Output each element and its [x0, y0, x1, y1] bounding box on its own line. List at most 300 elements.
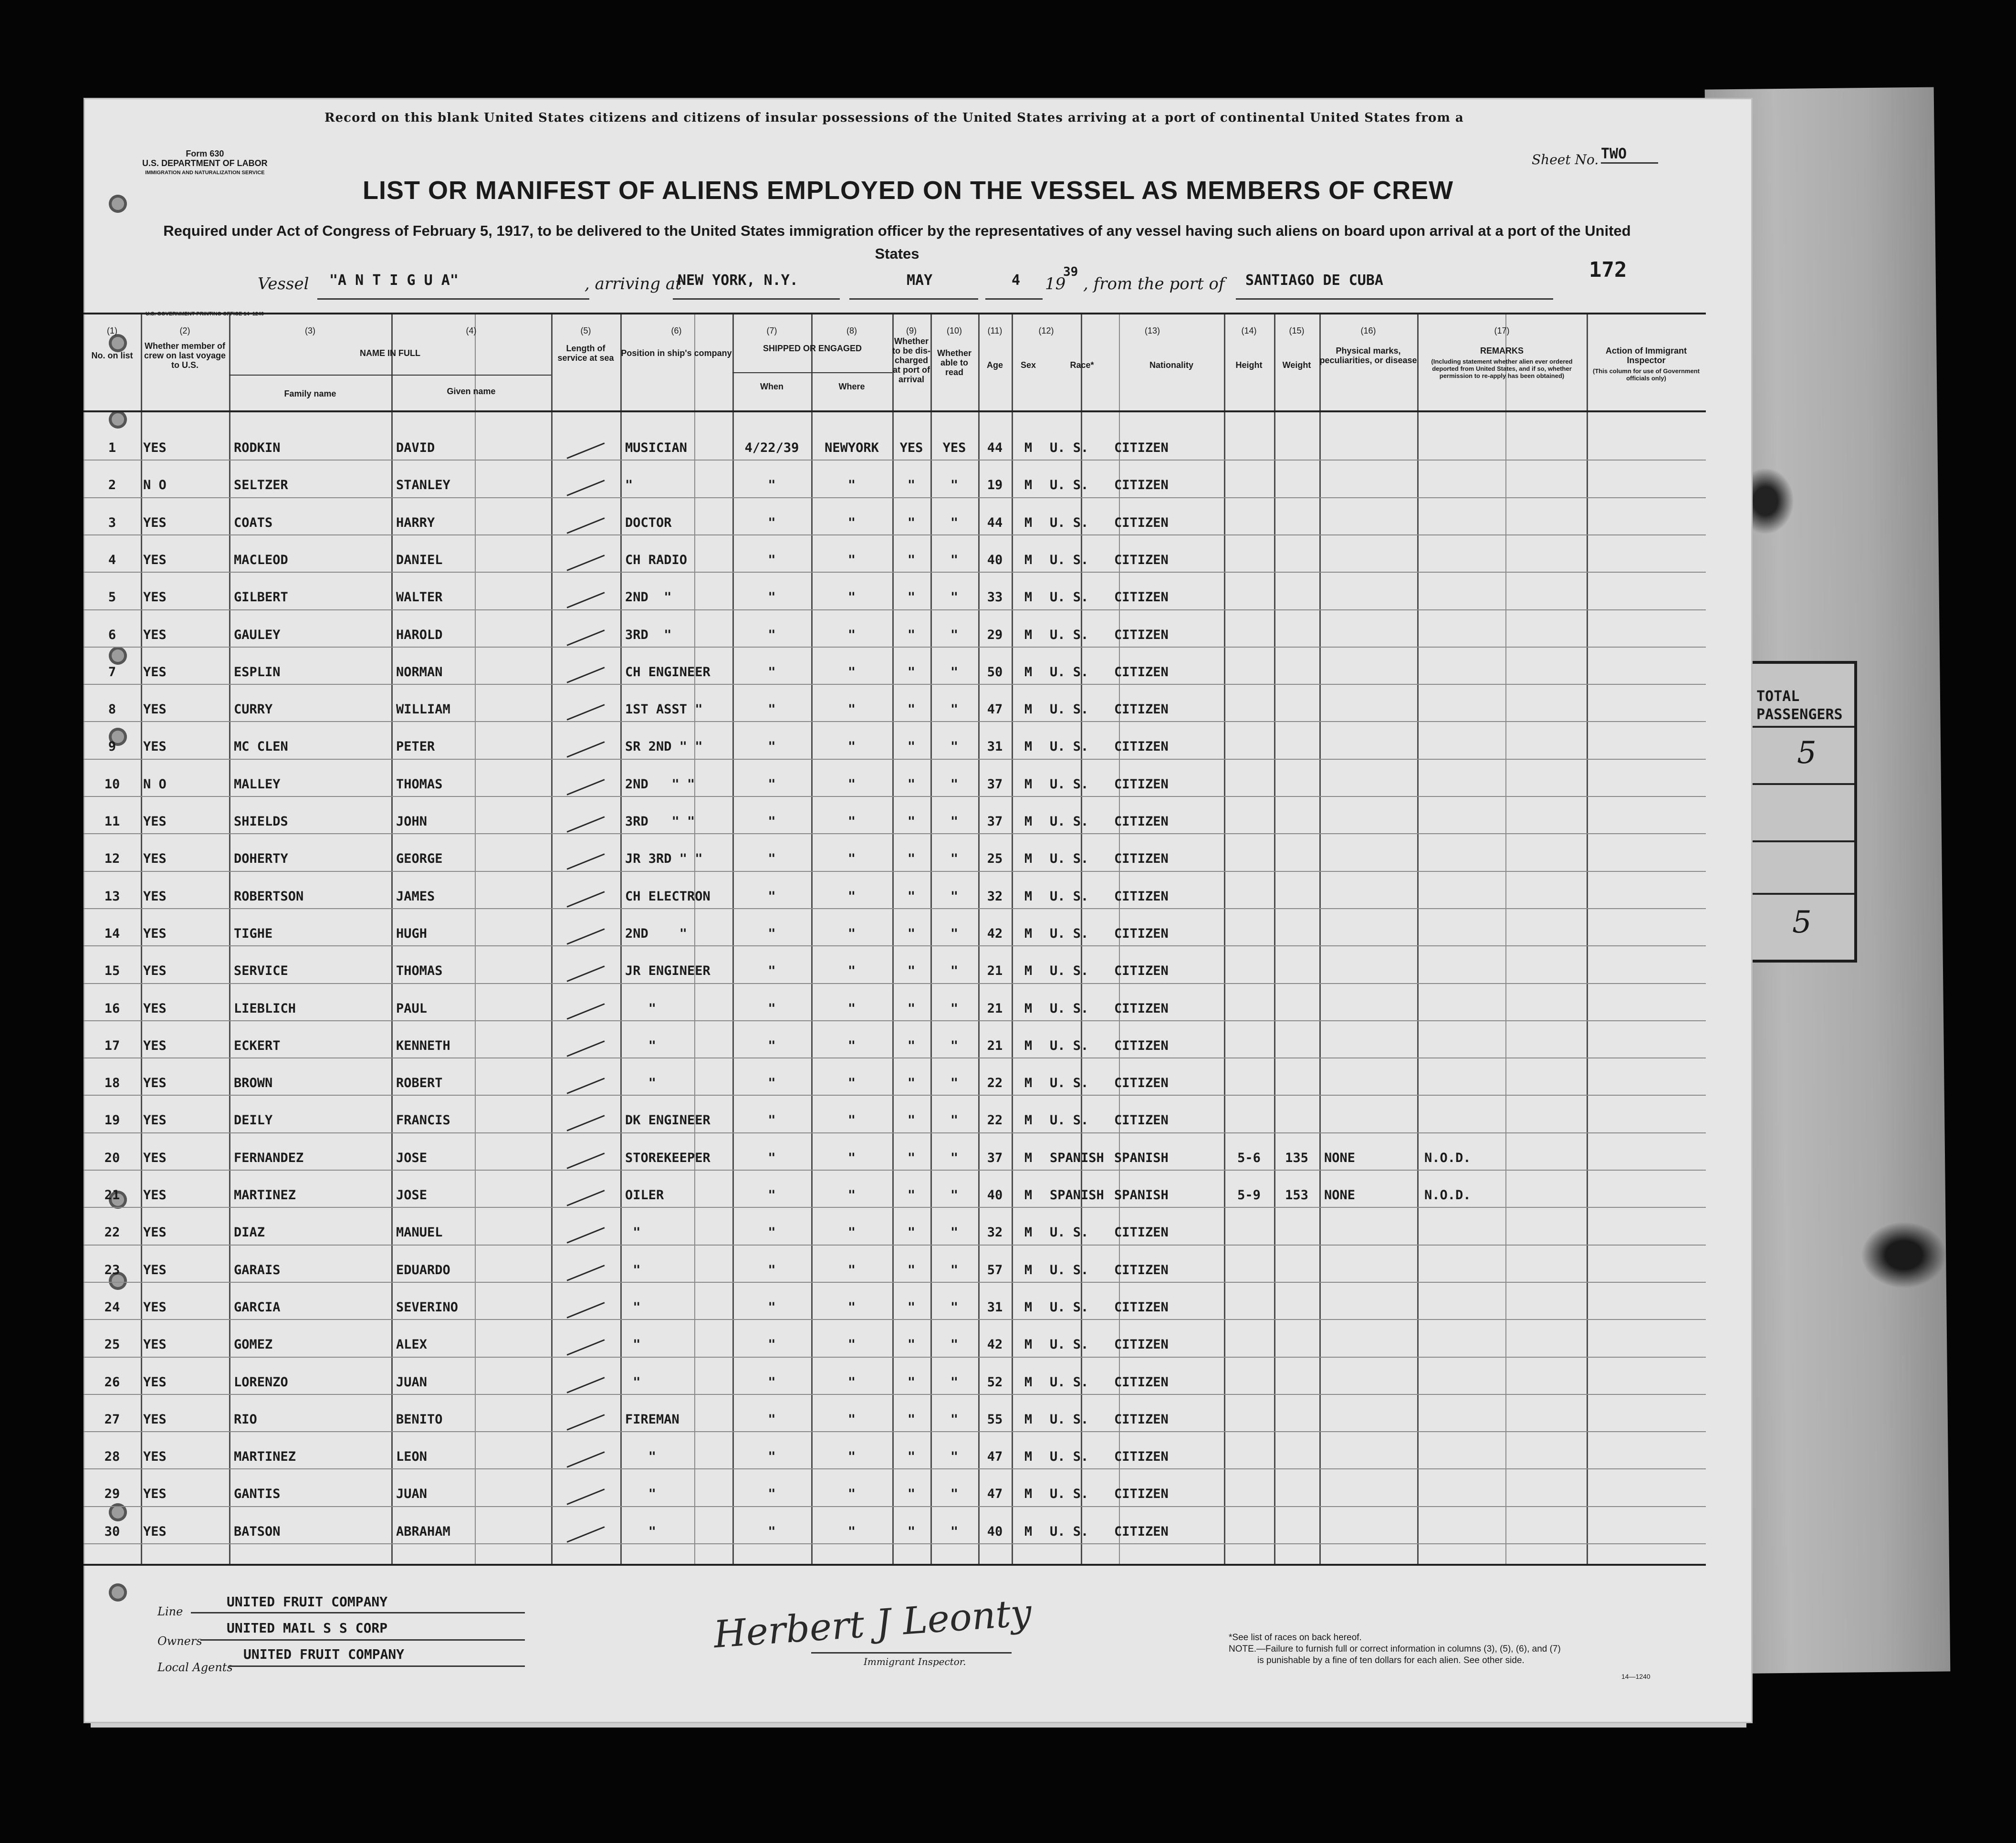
cell-given: FRANCIS [396, 1113, 450, 1128]
cell-disch: " [907, 1076, 916, 1091]
form-number: Form 630 [186, 149, 224, 158]
cell-given: WALTER [396, 590, 443, 605]
cell-position: 2ND " " [625, 776, 695, 792]
cell-position: " [625, 1038, 657, 1053]
cell-family: DIAZ [234, 1225, 265, 1240]
cell-no: 25 [104, 1337, 120, 1352]
cell-family: ROBERTSON [234, 889, 304, 904]
cell-no: 29 [104, 1487, 120, 1502]
column-header-c7: Whether to be dis-charged at port of arrival [892, 336, 930, 384]
cell-family: COATS [234, 515, 273, 530]
cell-given: WILLIAM [396, 702, 450, 717]
cell-when: " [768, 1001, 776, 1016]
cell-race: U. S. [1050, 590, 1089, 605]
cell-no: 6 [108, 627, 116, 642]
cell-read: " [950, 1262, 959, 1278]
cell-when: " [768, 552, 776, 567]
cell-age: 55 [987, 1412, 1003, 1427]
cell-prev: YES [143, 440, 167, 455]
cell-given: GEORGE [396, 851, 443, 867]
table-row [84, 655, 1706, 692]
cell-race: U. S. [1050, 776, 1089, 792]
cell-where: " [847, 627, 856, 642]
table-row [84, 954, 1706, 991]
table-row [84, 1477, 1706, 1514]
cell-prev: YES [143, 1299, 167, 1315]
cell-family: BROWN [234, 1076, 273, 1091]
cell-no: 20 [104, 1150, 120, 1165]
cell-sex: M [1024, 1374, 1033, 1390]
cell-race: U. S. [1050, 1299, 1089, 1315]
cell-where: " [847, 1412, 856, 1427]
cell-given: JOHN [396, 814, 428, 829]
cell-age: 19 [987, 478, 1003, 493]
cell-position: DOCTOR [625, 515, 672, 530]
column-header-c1: No. on list [91, 351, 133, 360]
cell-weight: 153 [1285, 1188, 1308, 1203]
inspector-label: Immigrant Inspector. [864, 1656, 966, 1667]
cell-nat: CITIZEN [1114, 1412, 1169, 1427]
cell-age: 40 [987, 1524, 1003, 1539]
column-header-c17: Action of Immigrant Inspector [1606, 346, 1687, 365]
cell-marks: NONE [1324, 1188, 1356, 1203]
table-row [84, 1215, 1706, 1253]
table-row [84, 580, 1706, 618]
cell-disch: " [907, 478, 916, 493]
cell-position: 2ND " [625, 590, 672, 605]
cell-nat: SPANISH [1114, 1188, 1169, 1203]
cell-when: " [768, 1337, 776, 1352]
cell-sex: M [1024, 1150, 1033, 1165]
cell-disch: " [907, 1524, 916, 1539]
cell-where: " [847, 889, 856, 904]
cell-prev: YES [143, 1150, 167, 1165]
cell-no: 26 [104, 1374, 120, 1390]
table-row [84, 1253, 1706, 1290]
table-row [84, 730, 1706, 767]
cell-where: " [847, 552, 856, 567]
agents-label: Local Agents [157, 1661, 233, 1674]
column-number: (9) [906, 326, 917, 335]
cell-family: MACLEOD [234, 552, 288, 567]
cell-age: 47 [987, 1449, 1003, 1465]
header-subrule [229, 375, 551, 376]
cell-given: NORMAN [396, 664, 443, 680]
cell-read: YES [942, 440, 966, 455]
table-row [84, 805, 1706, 842]
cell-when: " [768, 627, 776, 642]
cell-when: " [768, 739, 776, 754]
cell-prev: YES [143, 1038, 167, 1053]
length-of-service-mark [567, 629, 605, 646]
cell-weight: 135 [1285, 1150, 1308, 1165]
cell-family: GAULEY [234, 627, 281, 642]
cell-nat: CITIZEN [1114, 552, 1169, 567]
cell-age: 37 [987, 776, 1003, 792]
cell-family: SELTZER [234, 478, 288, 493]
cell-nat: CITIZEN [1114, 963, 1169, 979]
cell-where: " [847, 1225, 856, 1240]
table-row [84, 1403, 1706, 1440]
cell-position: " [625, 1524, 657, 1539]
length-of-service-mark [567, 1377, 605, 1393]
cell-where: " [847, 776, 856, 792]
cell-disch: " [907, 776, 916, 792]
cell-nat: CITIZEN [1114, 1487, 1169, 1502]
cell-position: DK ENGINEER [625, 1113, 710, 1128]
column-header-c15: Physical marks, peculiarities, or disease [1319, 346, 1417, 365]
cell-given: ROBERT [396, 1076, 443, 1091]
column-number: (8) [846, 326, 857, 335]
cell-no: 11 [104, 814, 120, 829]
table-row [84, 431, 1706, 468]
cell-read: " [950, 590, 959, 605]
length-of-service-mark [567, 1265, 605, 1281]
cell-position: JR 3RD " " [625, 851, 703, 867]
sheet-label: Sheet No. [1532, 152, 1599, 168]
cell-prev: YES [143, 739, 167, 754]
cell-when: " [768, 1449, 776, 1465]
cell-sex: M [1024, 1524, 1033, 1539]
cell-family: GILBERT [234, 590, 288, 605]
cell-position: JR ENGINEER [625, 963, 710, 979]
cell-race: U. S. [1050, 1001, 1089, 1016]
inspector-signature: Herbert J Leonty [712, 1591, 1033, 1657]
cell-family: MALLEY [234, 776, 281, 792]
length-of-service-mark [567, 1040, 605, 1057]
table-row [84, 1141, 1706, 1178]
column-number: (15) [1289, 326, 1305, 335]
arriving-port: NEW YORK, N.Y. [678, 272, 798, 289]
cell-race: U. S. [1050, 1374, 1089, 1390]
table-row [84, 1365, 1706, 1403]
cell-when: " [768, 926, 776, 941]
cell-read: " [950, 1038, 959, 1053]
note-races: *See list of races on back hereof. [1229, 1633, 1362, 1643]
cell-age: 37 [987, 1150, 1003, 1165]
cell-read: " [950, 1150, 959, 1165]
cell-race: U. S. [1050, 1262, 1089, 1278]
cell-race: U. S. [1050, 1337, 1089, 1352]
inspector-note: (This column for use of Government officials only) [1593, 367, 1700, 382]
column-header-c9: Age [986, 360, 1003, 370]
arriving-label: , arriving at [585, 274, 682, 293]
length-of-service-mark [567, 592, 605, 608]
length-of-service-mark [567, 853, 605, 870]
length-of-service-mark [567, 1489, 605, 1506]
cell-where: " [847, 926, 856, 941]
cell-position: MUSICIAN [625, 440, 688, 455]
length-of-service-mark [567, 1227, 605, 1244]
cell-sex: M [1024, 1001, 1033, 1016]
cell-no: 7 [108, 664, 116, 680]
cell-sex: M [1024, 814, 1033, 829]
cell-nat: CITIZEN [1114, 1225, 1169, 1240]
table-row [84, 842, 1706, 879]
cell-disch: " [907, 1487, 916, 1502]
cell-prev: YES [143, 1188, 167, 1203]
cell-nat: CITIZEN [1114, 1076, 1169, 1091]
cell-position: STOREKEEPER [625, 1150, 710, 1165]
column-number: (10) [946, 326, 962, 335]
cell-sex: M [1024, 627, 1033, 642]
cell-nat: CITIZEN [1114, 702, 1169, 717]
cell-prev: YES [143, 1449, 167, 1465]
cell-prev: YES [143, 1374, 167, 1390]
cell-where: " [847, 1449, 856, 1465]
cell-position: CH ENGINEER [625, 664, 710, 680]
cell-given: PAUL [396, 1001, 428, 1016]
cell-prev: YES [143, 1262, 167, 1278]
cell-family: LIEBLICH [234, 1001, 296, 1016]
cell-disch: " [907, 926, 916, 941]
cell-no: 19 [104, 1113, 120, 1128]
table-row [84, 692, 1706, 730]
table-row [84, 1328, 1706, 1365]
table-row [84, 468, 1706, 505]
owners-value: UNITED MAIL S S CORP [227, 1620, 388, 1636]
remarks-note: (Including statement whether alien ever ordered deported from United States, and if so, whether permission to re-apply has been obtained) [1431, 358, 1573, 379]
table-row [84, 506, 1706, 543]
table-top-rule [84, 313, 1706, 314]
cell-where: " [847, 1076, 856, 1091]
cell-disch: " [907, 963, 916, 979]
cell-read: " [950, 1299, 959, 1315]
column-number: (4) [466, 326, 477, 335]
cell-read: " [950, 702, 959, 717]
cell-read: " [950, 664, 959, 680]
cell-disch: " [907, 627, 916, 642]
cell-prev: YES [143, 1487, 167, 1502]
cell-no: 1 [108, 440, 116, 455]
from-label: , from the port of [1083, 274, 1225, 293]
cell-when: " [768, 1524, 776, 1539]
cell-sex: M [1024, 1449, 1033, 1465]
table-row [84, 1066, 1706, 1103]
column-header-c6b: Where [838, 382, 865, 391]
cell-race: U. S. [1050, 702, 1089, 717]
cell-race: U. S. [1050, 1113, 1089, 1128]
cell-position: " [625, 1299, 641, 1315]
cell-read: " [950, 963, 959, 979]
cell-sex: M [1024, 851, 1033, 867]
cell-where: " [847, 1337, 856, 1352]
cell-race: U. S. [1050, 1225, 1089, 1240]
cell-age: 31 [987, 1299, 1003, 1315]
column-header-c6a: When [760, 382, 783, 391]
cell-no: 21 [104, 1188, 120, 1203]
cell-where: " [847, 814, 856, 829]
length-of-service-mark [567, 1526, 605, 1543]
cell-read: " [950, 1076, 959, 1091]
cell-read: " [950, 926, 959, 941]
cell-sex: M [1024, 440, 1033, 455]
cell-position: 2ND " [625, 926, 688, 941]
note-fine: NOTE.—Failure to furnish full or correct information in columns (3), (5), (6), and (7) [1229, 1644, 1561, 1654]
cell-race: SPANISH [1050, 1150, 1104, 1165]
cell-race: U. S. [1050, 478, 1089, 493]
cell-remarks: N.O.D. [1424, 1150, 1471, 1165]
cell-nat: CITIZEN [1114, 739, 1169, 754]
cell-no: 10 [104, 776, 120, 792]
cell-position: 3RD " " [625, 814, 695, 829]
cell-nat: CITIZEN [1114, 440, 1169, 455]
cell-age: 21 [987, 963, 1003, 979]
cell-where: " [847, 1150, 856, 1165]
column-header-c3a: Family name [284, 389, 336, 398]
cell-no: 9 [108, 739, 116, 754]
form-code: 14—1240 [1621, 1673, 1650, 1680]
cell-race: U. S. [1050, 814, 1089, 829]
total-passengers-stamp [1742, 661, 1857, 963]
cell-position: " [625, 1337, 641, 1352]
cell-given: DANIEL [396, 552, 443, 567]
table-row [84, 1440, 1706, 1477]
cell-disch: " [907, 1449, 916, 1465]
cell-no: 8 [108, 702, 116, 717]
cell-age: 32 [987, 889, 1003, 904]
cell-race: U. S. [1050, 627, 1089, 642]
cell-sex: M [1024, 702, 1033, 717]
column-number: (16) [1360, 326, 1376, 335]
cell-race: U. S. [1050, 664, 1089, 680]
length-of-service-mark [567, 1451, 605, 1468]
record-note: Record on this blank United States citizens and citizens of insular possessions of the United States arriving at a port of continental United States from a [324, 111, 1464, 125]
cell-read: " [950, 1225, 959, 1240]
cell-age: 21 [987, 1001, 1003, 1016]
cell-given: MANUEL [396, 1225, 443, 1240]
cell-prev: YES [143, 889, 167, 904]
cell-nat: CITIZEN [1114, 664, 1169, 680]
cell-when: " [768, 702, 776, 717]
cell-family: RIO [234, 1412, 257, 1427]
cell-disch: " [907, 1001, 916, 1016]
cell-where: " [847, 739, 856, 754]
cell-age: 44 [987, 440, 1003, 455]
cell-when: " [768, 1113, 776, 1128]
cell-no: 5 [108, 590, 116, 605]
cell-disch: " [907, 1374, 916, 1390]
cell-sex: M [1024, 1038, 1033, 1053]
cell-sex: M [1024, 1076, 1033, 1091]
cell-read: " [950, 515, 959, 530]
cell-where: " [847, 1038, 856, 1053]
cell-position: OILER [625, 1188, 664, 1203]
cell-given: HAROLD [396, 627, 443, 642]
cell-sex: M [1024, 963, 1033, 979]
cell-given: JOSE [396, 1150, 428, 1165]
table-row [84, 543, 1706, 580]
cell-prev: YES [143, 1076, 167, 1091]
cell-nat: CITIZEN [1114, 1038, 1169, 1053]
cell-prev: YES [143, 664, 167, 680]
cell-given: THOMAS [396, 776, 443, 792]
cell-when: " [768, 814, 776, 829]
cell-race: U. S. [1050, 739, 1089, 754]
cell-family: SHIELDS [234, 814, 288, 829]
table-row [84, 1515, 1706, 1552]
cell-position: " [625, 1001, 657, 1016]
punch-hole [109, 195, 127, 213]
cell-where: " [847, 702, 856, 717]
cell-no: 4 [108, 552, 116, 567]
cell-where: " [847, 1262, 856, 1278]
column-number: (7) [766, 326, 777, 335]
cell-where: " [847, 515, 856, 530]
department: U.S. DEPARTMENT OF LABOR [142, 158, 268, 168]
cell-read: " [950, 1487, 959, 1502]
cell-family: BATSON [234, 1524, 281, 1539]
cell-sex: M [1024, 1262, 1033, 1278]
page-title: LIST OR MANIFEST OF ALIENS EMPLOYED ON THE VESSEL AS MEMBERS OF CREW [363, 176, 1454, 205]
cell-age: 31 [987, 739, 1003, 754]
cell-sex: M [1024, 1337, 1033, 1352]
cell-prev: YES [143, 1524, 167, 1539]
cell-family: ECKERT [234, 1038, 281, 1053]
length-of-service-mark [567, 816, 605, 833]
cell-given: JAMES [396, 889, 435, 904]
cell-nat: CITIZEN [1114, 1299, 1169, 1315]
cell-read: " [950, 552, 959, 567]
cell-disch: " [907, 851, 916, 867]
cell-prev: YES [143, 814, 167, 829]
cell-when: " [768, 515, 776, 530]
length-of-service-mark [567, 1115, 605, 1132]
cell-when: " [768, 1038, 776, 1053]
service: IMMIGRATION AND NATURALIZATION SERVICE [145, 170, 265, 176]
cell-family: GOMEZ [234, 1337, 273, 1352]
cell-read: " [950, 1337, 959, 1352]
cell-no: 18 [104, 1076, 120, 1091]
cell-prev: YES [143, 552, 167, 567]
length-of-service-mark [567, 1078, 605, 1094]
column-header-c6: SHIPPED OR ENGAGED [763, 344, 862, 353]
cell-family: SERVICE [234, 963, 288, 979]
cell-age: 47 [987, 1487, 1003, 1502]
header-rule [84, 410, 1706, 412]
stamp-value: 5 [1792, 905, 1812, 940]
cell-height: 5-9 [1237, 1188, 1261, 1203]
cell-sex: M [1024, 590, 1033, 605]
cell-age: 44 [987, 515, 1003, 530]
table-row [84, 880, 1706, 917]
cell-given: ALEX [396, 1337, 428, 1352]
table-row [84, 1178, 1706, 1215]
cell-read: " [950, 1449, 959, 1465]
cell-where: " [847, 478, 856, 493]
cell-no: 14 [104, 926, 120, 941]
cell-family: DEILY [234, 1113, 273, 1128]
cell-when: " [768, 1188, 776, 1203]
cell-position: " [625, 1076, 657, 1091]
column-header-c13: Height [1235, 360, 1263, 370]
cell-read: " [950, 1001, 959, 1016]
cell-sex: M [1024, 1299, 1033, 1315]
cell-prev: YES [143, 702, 167, 717]
cell-age: 22 [987, 1113, 1003, 1128]
cell-when: " [768, 1299, 776, 1315]
cell-position: " [625, 1449, 657, 1465]
cell-age: 25 [987, 851, 1003, 867]
cell-nat: CITIZEN [1114, 776, 1169, 792]
cell-no: 23 [104, 1262, 120, 1278]
cell-where: " [847, 1113, 856, 1128]
cell-no: 22 [104, 1225, 120, 1240]
cell-disch: " [907, 515, 916, 530]
cell-nat: CITIZEN [1114, 889, 1169, 904]
length-of-service-mark [567, 742, 605, 758]
cell-age: 32 [987, 1225, 1003, 1240]
